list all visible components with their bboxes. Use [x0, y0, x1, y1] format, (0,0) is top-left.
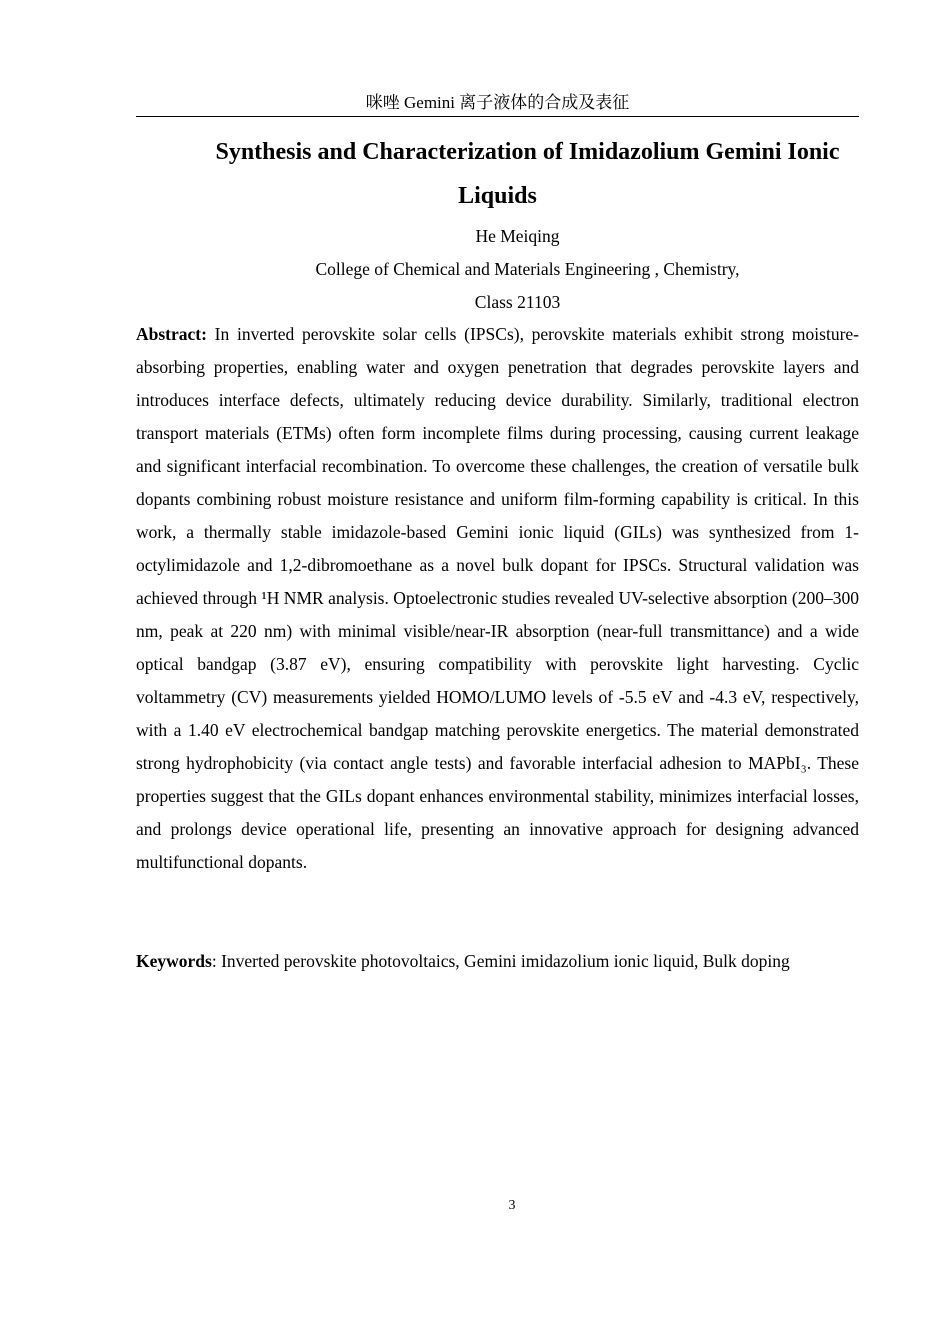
keywords-line [136, 946, 876, 976]
abstract-paragraph [136, 318, 859, 879]
paper-title [136, 130, 859, 218]
running-header: 咪唑 Gemini 离子液体的合成及表征 [365, 93, 630, 112]
paper-title-line-2: Liquids [458, 183, 537, 209]
keywords-label: Keywords [136, 951, 212, 971]
keywords-text: : Inverted perovskite photovoltaics, Gemini imidazolium ionic liquid, Bulk doping [211, 951, 790, 971]
page-number: 3 [508, 1198, 516, 1213]
abstract-label: Abstract: [136, 324, 207, 344]
author-class: Class 21103 [474, 292, 561, 312]
abstract-text: In inverted perovskite solar cells (IPSCs), perovskite materials exhibit strong moisture-absorbing properties, enabling water and oxygen penetration that degrades perovskite layers and introduces interface defects, ultimately reducing device durability. Similarly, traditional electron transport materials (ETMs) often form incomplete films during processing, causing current leakage and significant interfacial recombination. To overcome these challenges, the creation of versatile bulk dopants combining robust moisture resistance and uniform film-forming capability is critical. In this work, a thermally stable imidazole-based Gemini ionic liquid (GILs) was synthesized from 1-octylimidazole and 1,2-dibromoethane as a novel bulk dopant for IPSCs. Structural validation was achieved through ¹H NMR analysis. Optoelectronic studies revealed UV-selective absorption (200–300 nm, peak at 220 nm) with minimal visible/near-IR absorption (near-full transmittance) and a wide optical bandgap (3.87 eV), ensuring compatibility with perovskite light harvesting. Cyclic voltammetry (CV) measurements yielded HOMO/LUMO levels of -5.5 eV and -4.3 eV, respectively, with a 1.40 eV electrochemical bandgap matching perovskite energetics. The material demonstrated strong hydrophobicity (via contact angle tests) and favorable interfacial adhesion to MAPbI₃. These properties suggest that the GILs dopant enhances environmental stability, minimizes interfacial losses, and prolongs device operational life, presenting an innovative approach for designing advanced multifunctional dopants. [136, 324, 859, 872]
header-rule [136, 116, 859, 117]
author-affiliation: College of Chemical and Materials Engineering , Chemistry, [315, 259, 740, 279]
author-name: He Meiqing [475, 226, 560, 246]
paper-title-line-1: Synthesis and Characterization of Imidazolium Gemini Ionic [215, 139, 840, 165]
